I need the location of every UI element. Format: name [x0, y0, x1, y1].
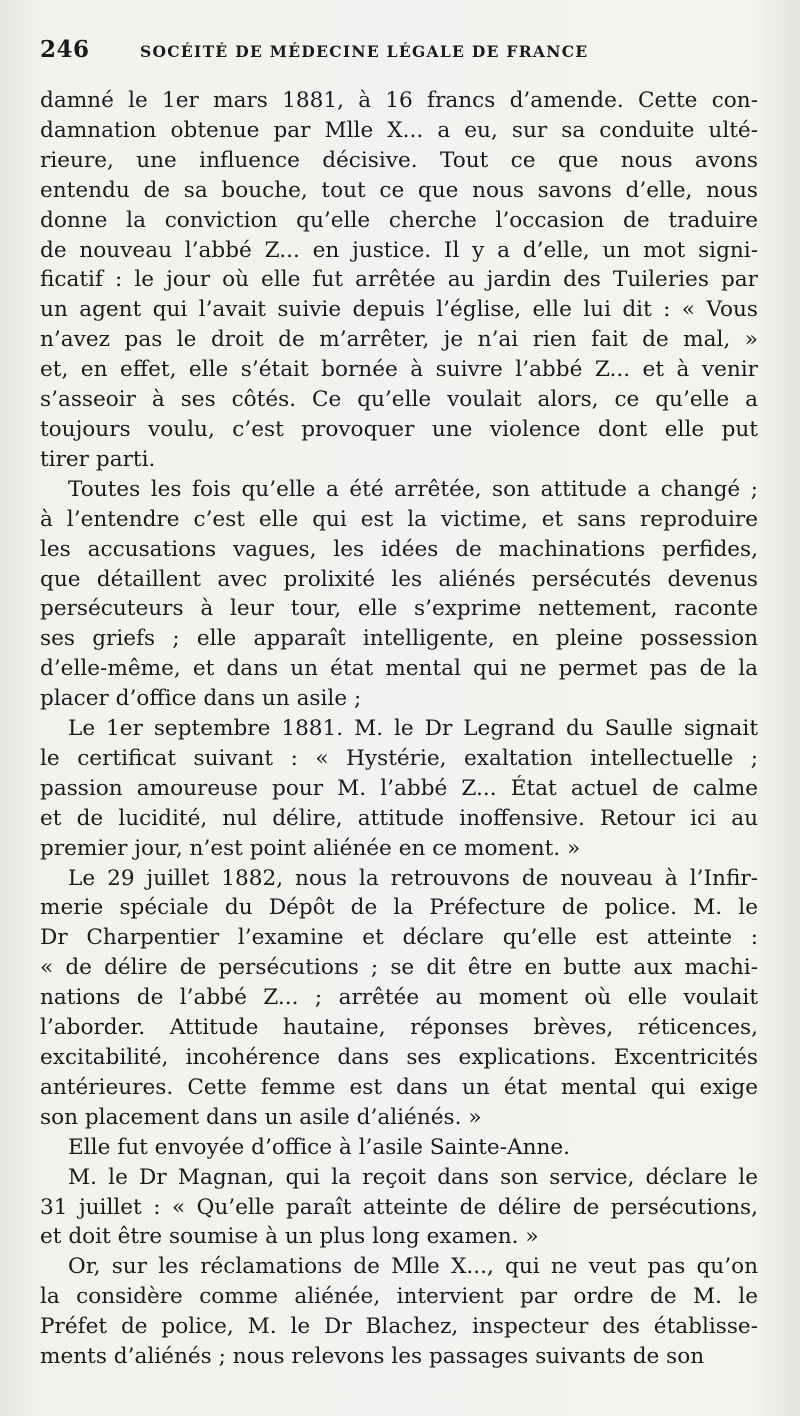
text-line: Le 1er septembre 1881. M. le Dr Legrand du Saulle signait	[68, 716, 758, 742]
paragraph	[40, 1163, 758, 1253]
text-line: à l’entendre c’est elle qui est la victime, et sans reproduire	[40, 506, 758, 532]
text-line: tirer parti.	[40, 446, 156, 472]
text-line: placer d’office dans un asile ;	[40, 686, 362, 712]
text-line: damnation obtenue par Mlle X... a eu, sur sa conduite ulté-	[40, 117, 758, 143]
text-line: Dr Charpentier l’examine et déclare qu’elle est atteinte :	[40, 925, 758, 951]
text-line: le certificat suivant : « Hystérie, exaltation intellectuelle ;	[40, 745, 758, 771]
text-line: Toutes les fois qu’elle a été arrêtée, son attitude a changé ;	[68, 476, 758, 502]
paragraph	[40, 86, 758, 475]
running-title: SOCÉITÉ DE MÉDECINE LÉGALE DE FRANCE	[140, 42, 589, 61]
text-line: son placement dans un asile d’aliénés. »	[40, 1104, 482, 1130]
text-line: « de délire de persécutions ; se dit être en butte aux machi-	[40, 955, 758, 981]
text-line: antérieures. Cette femme est dans un état mental qui exige	[40, 1074, 758, 1100]
text-line: persécuteurs à leur tour, elle s’exprime nettement, raconte	[40, 596, 758, 622]
body-text	[40, 86, 758, 1372]
text-line: un agent qui l’avait suivie depuis l’église, elle lui dit : « Vous	[40, 297, 758, 323]
text-line: et doit être soumise à un plus long examen. »	[40, 1224, 539, 1250]
text-line: excitabilité, incohérence dans ses explications. Excentricités	[40, 1045, 758, 1070]
text-line: que détaillent avec prolixité les aliénés persécutés devenus	[40, 566, 758, 592]
text-line: entendu de sa bouche, tout ce que nous savons d’elle, nous	[40, 177, 758, 203]
text-line: n’avez pas le droit de m’arrêter, je n’ai rien fait de mal, »	[40, 327, 758, 353]
text-line: donne la conviction qu’elle cherche l’occasion de traduire	[40, 207, 758, 233]
paragraph	[40, 475, 758, 714]
text-line: Préfet de police, M. le Dr Blachez, inspecteur des établisse-	[40, 1314, 758, 1340]
text-line: premier jour, n’est point aliénée en ce moment. »	[40, 835, 581, 861]
text-line: et, en effet, elle s’était bornée à suivre l’abbé Z... et à venir	[40, 357, 758, 383]
paragraph	[40, 1252, 758, 1372]
text-line: l’aborder. Attitude hautaine, réponses brèves, réticences,	[40, 1015, 758, 1041]
text-line: ments d’aliénés ; nous relevons les passages suivants de son	[40, 1344, 705, 1370]
text-line: ses griefs ; elle apparaît intelligente, en pleine possession	[40, 626, 758, 652]
text-line: Le 29 juillet 1882, nous la retrouvons de nouveau à l’Infir-	[68, 865, 758, 891]
page-number: 246	[40, 36, 90, 63]
text-line: toujours voulu, c’est provoquer une violence dont elle put	[40, 416, 758, 442]
text-line: d’elle-même, et dans un état mental qui ne permet pas de la	[40, 656, 758, 682]
page-header	[40, 36, 758, 80]
text-line: damné le 1er mars 1881, à 16 francs d’amende. Cette con-	[40, 88, 758, 113]
text-line: passion amoureuse pour M. l’abbé Z... État actuel de calme	[40, 775, 758, 801]
text-line: M. le Dr Magnan, qui la reçoit dans son service, déclare le	[68, 1164, 758, 1190]
text-line: Elle fut envoyée d’office à l’asile Sainte-Anne.	[68, 1134, 571, 1160]
text-line: Or, sur les réclamations de Mlle X..., qui ne veut pas qu’on	[68, 1254, 758, 1280]
text-line: s’asseoir à ses côtés. Ce qu’elle voulait alors, ce qu’elle a	[40, 387, 758, 413]
text-line: et de lucidité, nul délire, attitude inoffensive. Retour ici au	[40, 805, 758, 831]
text-line: nations de l’abbé Z... ; arrêtée au moment où elle voulait	[40, 985, 758, 1011]
text-line: la considère comme aliénée, intervient par ordre de M. le	[40, 1284, 758, 1310]
text-line: 31 juillet : « Qu’elle paraît atteinte de délire de persécutions,	[40, 1194, 758, 1220]
text-line: de nouveau l’abbé Z... en justice. Il y a d’elle, un mot signi-	[40, 237, 758, 263]
text-line: merie spéciale du Dépôt de la Préfecture de police. M. le	[40, 895, 758, 921]
paragraph	[40, 1133, 758, 1163]
paragraph	[40, 714, 758, 864]
text-line: les accusations vagues, les idées de machinations perfides,	[40, 536, 758, 562]
text-line: ficatif : le jour où elle fut arrêtée au jardin des Tuileries par	[40, 267, 758, 293]
text-line: rieure, une influence décisive. Tout ce que nous avons	[40, 147, 758, 173]
paragraph	[40, 864, 758, 1133]
